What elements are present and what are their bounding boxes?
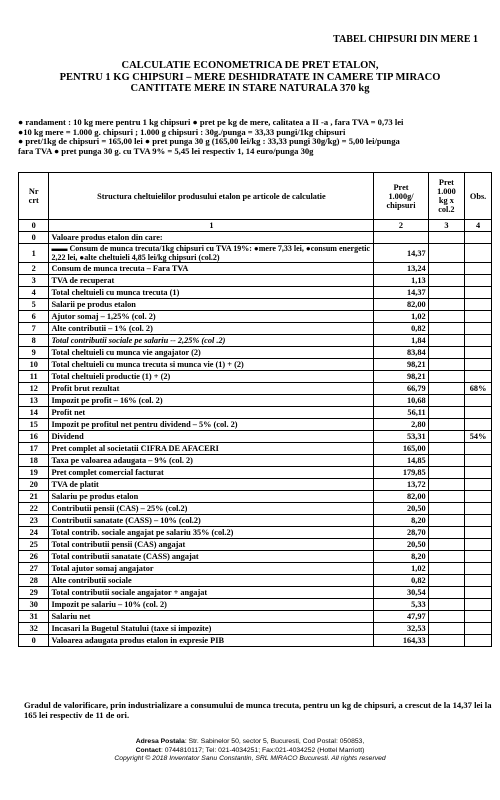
row-obs	[465, 419, 492, 431]
row-price-1000kg	[428, 232, 465, 244]
row-price-1000g: 82,00	[374, 491, 428, 503]
row-description: Total contributii sociale angajator + angajat	[49, 587, 374, 599]
row-price-1000g: 13,72	[374, 479, 428, 491]
row-price-1000g: 83,84	[374, 347, 428, 359]
row-price-1000g: 165,00	[374, 443, 428, 455]
row-description: TVA de platit	[49, 479, 374, 491]
colnum-0: 0	[19, 220, 49, 232]
row-obs	[465, 323, 492, 335]
row-description: Total contributii sociale pe salariu -- 2,25% (col .2)	[49, 335, 374, 347]
table-row	[19, 311, 492, 323]
row-obs: 54%	[465, 431, 492, 443]
row-description: Alte contributii sociale	[49, 575, 374, 587]
row-price-1000g: 98,21	[374, 371, 428, 383]
row-description: Valoarea adaugata produs etalon in expresie PIB	[49, 635, 374, 647]
row-number: 16	[19, 431, 49, 443]
table-row	[19, 623, 492, 635]
row-description: Profit net	[49, 407, 374, 419]
row-description: Total contributii pensii (CAS) angajat	[49, 539, 374, 551]
row-number: 4	[19, 287, 49, 299]
row-price-1000g: 30,54	[374, 587, 428, 599]
row-description: Alte contributii – 1% (col. 2)	[49, 323, 374, 335]
row-price-1000kg	[428, 335, 465, 347]
row-description: Salariu pe produs etalon	[49, 491, 374, 503]
assumption-line-2: ●10 kg mere = 1.000 g. chipsuri ; 1.000 g chipsuri : 30g./punga = 33,33 pungi/1kg chipsuri	[18, 126, 346, 137]
row-number: 24	[19, 527, 49, 539]
row-obs	[465, 539, 492, 551]
row-number: 9	[19, 347, 49, 359]
row-description: Profit brut rezultat	[49, 383, 374, 395]
table-row	[19, 539, 492, 551]
row-price-1000kg	[428, 407, 465, 419]
row-number: 8	[19, 335, 49, 347]
row-price-1000kg	[428, 299, 465, 311]
table-row	[19, 443, 492, 455]
table-row	[19, 371, 492, 383]
row-obs	[465, 599, 492, 611]
table-row	[19, 335, 492, 347]
row-price-1000kg	[428, 311, 465, 323]
row-number: 30	[19, 599, 49, 611]
row-number: 20	[19, 479, 49, 491]
row-description: Impozit pe profit – 16% (col. 2)	[49, 395, 374, 407]
row-price-1000kg	[428, 479, 465, 491]
row-price-1000kg	[428, 611, 465, 623]
row-obs: 68%	[465, 383, 492, 395]
header-nr: Nr crt	[19, 173, 49, 220]
assumptions-block	[18, 118, 490, 156]
row-description: TVA de recuperat	[49, 275, 374, 287]
row-description: Ajutor somaj – 1,25% (col. 2)	[49, 311, 374, 323]
row-obs	[465, 611, 492, 623]
row-obs	[465, 395, 492, 407]
copyright-line: Copyright © 2018 Inventator Sanu Constantin, SRL MIRACO Bucuresti. All rights reserved	[114, 755, 386, 762]
row-obs	[465, 347, 492, 359]
header-desc: Structura cheltuielilor produsului etalon pe articole de calculatie	[49, 173, 374, 220]
header-obs: Obs.	[465, 173, 492, 220]
table-row	[19, 419, 492, 431]
row-price-1000kg	[428, 263, 465, 275]
row-price-1000kg	[428, 635, 465, 647]
row-price-1000kg	[428, 455, 465, 467]
row-obs	[465, 575, 492, 587]
row-price-1000kg	[428, 515, 465, 527]
table-row	[19, 563, 492, 575]
row-price-1000kg	[428, 575, 465, 587]
row-number: 25	[19, 539, 49, 551]
row-price-1000g: 5,33	[374, 599, 428, 611]
row-number: 32	[19, 623, 49, 635]
row-description: Total contrib. sociale angajat pe salariu 35% (col.2)	[49, 527, 374, 539]
row-price-1000g: 8,20	[374, 515, 428, 527]
row-price-1000g: 14,85	[374, 455, 428, 467]
row-price-1000g: 14,37	[374, 287, 428, 299]
row-obs	[465, 515, 492, 527]
row-obs	[465, 311, 492, 323]
row-description: Impozit pe salariu – 10% (col. 2)	[49, 599, 374, 611]
table-row	[19, 587, 492, 599]
row-obs	[465, 263, 492, 275]
row-price-1000kg	[428, 539, 465, 551]
row-number: 19	[19, 467, 49, 479]
row-price-1000g: 98,21	[374, 359, 428, 371]
header-price-1000g: Pret 1.000g/ chipsuri	[374, 173, 428, 220]
row-price-1000g: 56,11	[374, 407, 428, 419]
row-price-1000g: 14,37	[374, 244, 428, 263]
table-row	[19, 323, 492, 335]
row-price-1000g: 164,33	[374, 635, 428, 647]
row-obs	[465, 335, 492, 347]
row-obs	[465, 635, 492, 647]
row-price-1000kg	[428, 395, 465, 407]
row-obs	[465, 443, 492, 455]
row-price-1000kg	[428, 347, 465, 359]
row-price-1000g	[374, 232, 428, 244]
row-price-1000g: 179,85	[374, 467, 428, 479]
row-number: 31	[19, 611, 49, 623]
table-row	[19, 359, 492, 371]
row-obs	[465, 467, 492, 479]
address-line	[0, 738, 500, 747]
row-obs	[465, 503, 492, 515]
row-description: Contributii sanatate (CASS) – 10% (col.2)	[49, 515, 374, 527]
row-number: 1	[19, 244, 49, 263]
address-text: : Str. Sabinelor 50, sector 5, Bucuresti, Cod Postal: 050853,	[184, 738, 365, 745]
row-price-1000kg	[428, 287, 465, 299]
row-price-1000kg	[428, 323, 465, 335]
assumption-line-1: ● randament : 10 kg mere pentru 1 kg chipsuri ● pret pe kg de mere, calitatea a II -a , fara TVA = 0,73 lei	[18, 117, 404, 127]
row-price-1000g: 2,80	[374, 419, 428, 431]
address-block	[0, 738, 500, 764]
row-price-1000g: 66,79	[374, 383, 428, 395]
row-number: 14	[19, 407, 49, 419]
row-description: Total contributii sanatate (CASS) angajat	[49, 551, 374, 563]
row-description: Salarii pe produs etalon	[49, 299, 374, 311]
row-price-1000kg	[428, 359, 465, 371]
row-number: 12	[19, 383, 49, 395]
table-row	[19, 491, 492, 503]
table-row	[19, 244, 492, 263]
row-description: Total ajutor somaj angajator	[49, 563, 374, 575]
colnum-2: 2	[374, 220, 428, 232]
row-price-1000kg	[428, 623, 465, 635]
row-price-1000kg	[428, 419, 465, 431]
row-number: 18	[19, 455, 49, 467]
table-row	[19, 347, 492, 359]
row-description: Contributii pensii (CAS) – 25% (col.2)	[49, 503, 374, 515]
row-price-1000g: 1,02	[374, 563, 428, 575]
row-description: Total cheltuieli cu munca trecuta si munca vie (1) + (2)	[49, 359, 374, 371]
conclusion-note: Gradul de valorificare, prin industrializare a consumului de munca trecuta, pentru un kg de chipsuri, a crescut de la 14,37 lei la 165 lei respectiv de 11 de ori.	[24, 700, 492, 720]
row-description: Salariu net	[49, 611, 374, 623]
row-obs	[465, 275, 492, 287]
row-price-1000g: 32,53	[374, 623, 428, 635]
row-obs	[465, 287, 492, 299]
row-description: Impozit pe profitul net pentru dividend – 5% (col. 2)	[49, 419, 374, 431]
table-row	[19, 527, 492, 539]
row-description: Valoare produs etalon din care:	[49, 232, 374, 244]
table-row	[19, 287, 492, 299]
row-number: 3	[19, 275, 49, 287]
title-line-1: CALCULATIE ECONOMETRICA DE PRET ETALON,	[121, 60, 379, 71]
row-price-1000kg	[428, 551, 465, 563]
row-obs	[465, 244, 492, 263]
row-number: 0	[19, 232, 49, 244]
table-row	[19, 395, 492, 407]
row-number: 28	[19, 575, 49, 587]
row-number: 27	[19, 563, 49, 575]
table-row	[19, 635, 492, 647]
row-number: 29	[19, 587, 49, 599]
table-row	[19, 232, 492, 244]
row-price-1000g: 1,02	[374, 311, 428, 323]
row-price-1000g: 20,50	[374, 503, 428, 515]
address-label: Adresa Postala	[135, 738, 185, 745]
table-row	[19, 503, 492, 515]
row-number: 10	[19, 359, 49, 371]
table-row	[19, 575, 492, 587]
row-obs	[465, 359, 492, 371]
row-obs	[465, 407, 492, 419]
row-price-1000g: 13,24	[374, 263, 428, 275]
row-price-1000kg	[428, 244, 465, 263]
row-price-1000kg	[428, 599, 465, 611]
colnum-1: 1	[49, 220, 374, 232]
row-price-1000g: 0,82	[374, 575, 428, 587]
row-number: 21	[19, 491, 49, 503]
table-row	[19, 275, 492, 287]
row-description: Total cheltuieli cu munca trecuta (1)	[49, 287, 374, 299]
colnum-4: 4	[465, 220, 492, 232]
row-price-1000kg	[428, 443, 465, 455]
table-row	[19, 599, 492, 611]
row-price-1000g: 28,70	[374, 527, 428, 539]
row-number: 2	[19, 263, 49, 275]
row-description: Pret complet comercial facturat	[49, 467, 374, 479]
row-price-1000kg	[428, 527, 465, 539]
row-number: 22	[19, 503, 49, 515]
row-price-1000g: 8,20	[374, 551, 428, 563]
row-number: 26	[19, 551, 49, 563]
row-obs	[465, 371, 492, 383]
row-obs	[465, 551, 492, 563]
row-obs	[465, 299, 492, 311]
table-row	[19, 515, 492, 527]
row-number: 17	[19, 443, 49, 455]
contact-text: : 0744810117; Tel: 021-4034251; Fax:021-4034252 (Hottel Marriott)	[160, 746, 365, 754]
row-number: 7	[19, 323, 49, 335]
row-price-1000g: 10,68	[374, 395, 428, 407]
row-price-1000kg	[428, 383, 465, 395]
row-number: 0	[19, 635, 49, 647]
row-number: 23	[19, 515, 49, 527]
row-description: Total cheltuieli productie (1) + (2)	[49, 371, 374, 383]
row-description: Total cheltuieli cu munca vie angajator (2)	[49, 347, 374, 359]
row-number: 15	[19, 419, 49, 431]
row-obs	[465, 455, 492, 467]
header-right-label: TABEL CHIPSURI DIN MERE 1	[333, 34, 478, 45]
row-price-1000g: 53,31	[374, 431, 428, 443]
row-price-1000kg	[428, 371, 465, 383]
document-title	[0, 60, 500, 95]
row-price-1000kg	[428, 467, 465, 479]
column-number-row	[19, 220, 492, 232]
row-price-1000g: 1,13	[374, 275, 428, 287]
row-obs	[465, 232, 492, 244]
table-body	[19, 232, 492, 647]
row-price-1000kg	[428, 491, 465, 503]
colnum-3: 3	[428, 220, 465, 232]
row-price-1000g: 82,00	[374, 299, 428, 311]
row-obs	[465, 623, 492, 635]
table-row	[19, 479, 492, 491]
row-obs	[465, 527, 492, 539]
row-price-1000g: 20,50	[374, 539, 428, 551]
table-row	[19, 383, 492, 395]
header-price-1000kg: Pret 1.000 kg x col.2	[428, 173, 465, 220]
row-description: Pret complet al societatii CIFRA DE AFACERI	[49, 443, 374, 455]
row-price-1000kg	[428, 563, 465, 575]
row-description: Taxa pe valoarea adaugata – 9% (col. 2)	[49, 455, 374, 467]
table-row	[19, 263, 492, 275]
row-description: Consum de munca trecuta – Fara TVA	[49, 263, 374, 275]
assumption-line-3: ● pret/1kg de chipsuri = 165,00 lei ● pret punga 30 g (165,00 lei/kg : 33,33 pungi 30g/kg) = 5,00 lei/punga	[18, 136, 400, 147]
row-price-1000kg	[428, 431, 465, 443]
row-price-1000g: 0,82	[374, 323, 428, 335]
cost-calculation-table	[18, 172, 492, 647]
title-line-2: PENTRU 1 KG CHIPSURI – MERE DESHIDRATATE IN CAMERE TIP MIRACO	[59, 71, 441, 83]
title-line-3: CANTITATE MERE IN STARE NATURALA 370 kg	[130, 83, 370, 94]
row-price-1000g: 1,84	[374, 335, 428, 347]
table-row	[19, 431, 492, 443]
row-obs	[465, 479, 492, 491]
row-price-1000g: 47,97	[374, 611, 428, 623]
assumption-line-4: fara TVA ● pret punga 30 g. cu TVA 9% = 5,45 lei respectiv 1, 14 euro/punga 30g	[18, 145, 314, 156]
row-price-1000kg	[428, 275, 465, 287]
row-number: 6	[19, 311, 49, 323]
row-price-1000kg	[428, 503, 465, 515]
row-description: ▬▬ Consum de munca trecuta/1kg chipsuri cu TVA 19%: ●mere 7,33 lei, ●consum energetic 2,22 lei, ●alte cheltuieli 4,85 lei/kg chipsuri (col.2)	[49, 244, 374, 263]
row-price-1000kg	[428, 587, 465, 599]
table-header-row	[19, 173, 492, 220]
table-row	[19, 467, 492, 479]
table-row	[19, 611, 492, 623]
row-number: 13	[19, 395, 49, 407]
contact-line	[0, 747, 500, 756]
row-number: 11	[19, 371, 49, 383]
row-obs	[465, 491, 492, 503]
table-row	[19, 299, 492, 311]
row-description: Dividend	[49, 431, 374, 443]
table-row	[19, 455, 492, 467]
contact-label: Contact	[135, 746, 161, 754]
row-obs	[465, 587, 492, 599]
table-row	[19, 407, 492, 419]
row-obs	[465, 563, 492, 575]
row-number: 5	[19, 299, 49, 311]
row-description: Incasari la Bugetul Statului (taxe si impozite)	[49, 623, 374, 635]
table-row	[19, 551, 492, 563]
